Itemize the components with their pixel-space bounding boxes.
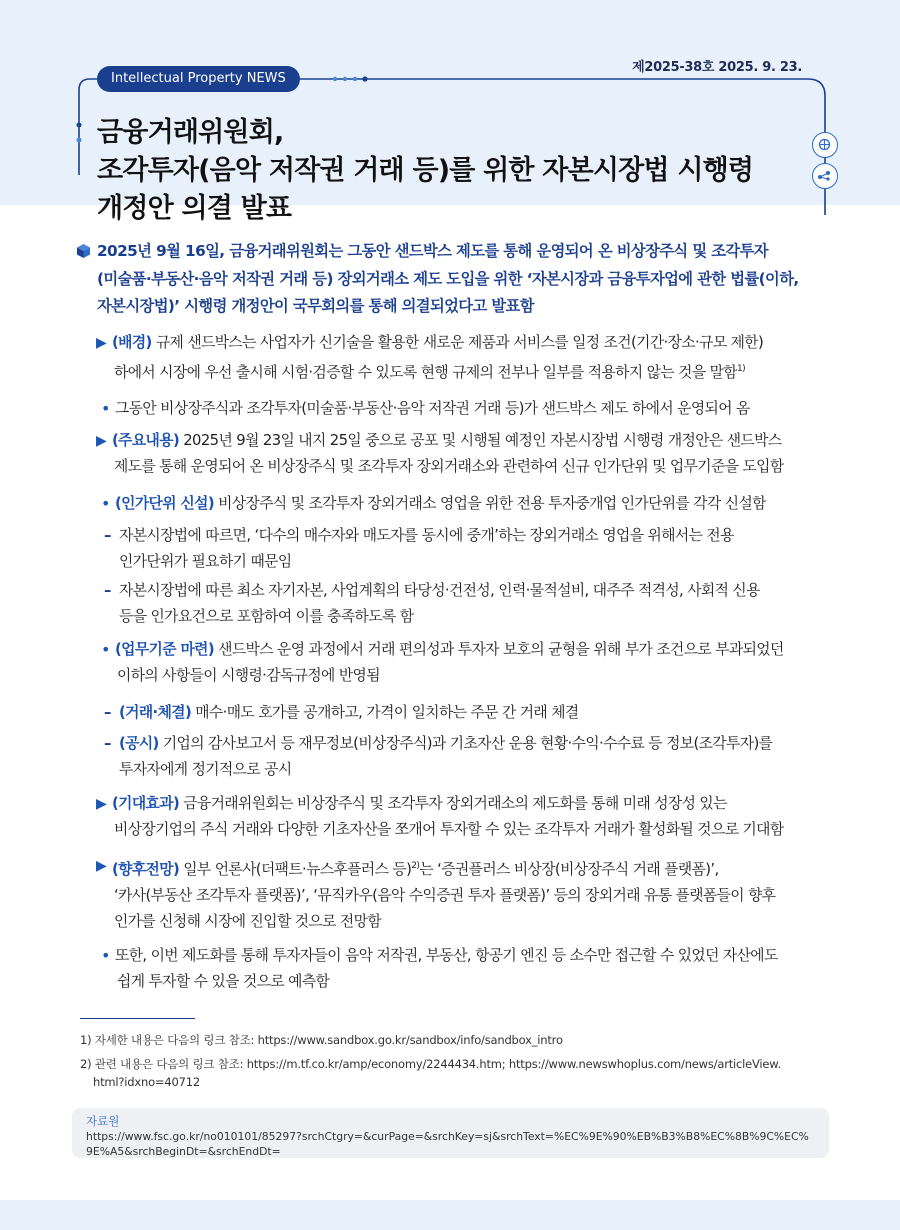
main-line-2: 제도를 통해 운영되어 온 비상장주식 및 조각투자 장외거래소와 관련하여 신규 인가단위 및 업무기준을 도입함 (114, 458, 784, 475)
bullet-main-content (96, 428, 836, 480)
unit-line-1: 비상장주식 및 조각투자 장외거래소 영업을 위한 전용 투자중개업 인가단위를 각각 신설함 (218, 495, 766, 512)
footnote-divider (80, 1018, 195, 1019)
outlook-sub-line-1: 또한, 이번 제도화를 통해 투자자들이 음악 저작권, 부동산, 항공기 엔진 등 소수만 접근할 수 있었던 자산에도 (115, 947, 778, 964)
bullet-license-unit (101, 491, 841, 517)
label-expected-effect: (기대효과) (112, 795, 180, 812)
cube-icon (77, 244, 90, 258)
label-background: (배경) (112, 334, 152, 351)
bullet-background-sub (101, 396, 841, 422)
dash-trading (104, 700, 824, 726)
title-line-3: 개정안 의결 발표 (97, 193, 292, 224)
label-disclosure: (공시) (119, 735, 159, 752)
newsletter-badge: Intellectual Property NEWS (97, 66, 300, 92)
source-box (72, 1108, 829, 1158)
footnote-1: 1) 자세한 내용은 다음의 링크 참조: https://www.sandbox.go.kr/sandbox/info/sandbox_intro (80, 1033, 563, 1047)
outlook-sub-line-2: 쉽게 투자할 수 있을 것으로 예측함 (117, 973, 330, 990)
source-label: 자료원 (86, 1114, 120, 1128)
unit-d2-line-2: 등을 인가요건으로 포함하여 이를 충족하도록 함 (119, 608, 414, 625)
dash-license-reason (104, 523, 824, 575)
source-url[interactable]: https://www.fsc.go.kr/no010101/85297?srchCtgry=&curPage=&srchKey=sj&srchText=%EC%9E%90%EB%B3%B8%EC%8B%9C%EC%9E%A5&srchBeginDt=&srchEndDt= (86, 1130, 809, 1158)
std-line-1: 샌드박스 운영 과정에서 거래 편의성과 투자자 보호의 균형을 위해 부가 조건으로 부과되었던 (218, 641, 784, 658)
label-trading: (거래·체결) (119, 704, 192, 721)
outlook-line-2: ‘카사(부동산 조각투자 플랫폼)’, ‘뮤직카우(음악 수익증권 투자 플랫폼)’ 등의 장외거래 유통 플랫폼들이 향후 (114, 886, 776, 904)
label-main-content: (주요내용) (112, 432, 180, 449)
unit-d1-line-2: 인가단위가 필요하기 때문임 (119, 553, 292, 570)
dot-bullet-icon: • (101, 640, 110, 659)
footnote-2-line-1: 2) 관련 내용은 다음의 링크 참조: https://m.tf.co.kr/amp/economy/2244434.htm; https://www.newswhoplus.com/news/articleView. (80, 1057, 781, 1071)
lead-summary (97, 238, 837, 321)
bullet-expected-effect (96, 791, 836, 843)
label-business-standards: (업무기준 마련) (115, 641, 215, 658)
issue-number: 제2025-38호 2025. 9. 23. (632, 60, 802, 75)
dot-bullet-icon: • (101, 399, 110, 418)
bg-sub-line-1: 그동안 비상장주식과 조각투자(미술품·부동산·음악 저작권 거래 등)가 샌드박스 제도 하에서 운영되어 옴 (115, 400, 750, 417)
lead-line-1: 2025년 9월 16일, 금융거래위원회는 그동안 샌드박스 제도를 통해 운영되어 온 비상장주식 및 조각투자 (97, 242, 768, 260)
triangle-bullet-icon: ▶ (96, 335, 107, 351)
dot-bullet-icon: • (101, 494, 110, 513)
dash-bullet-icon: – (104, 735, 111, 752)
unit-d1-line-1: 자본시장법에 따르면, ‘다수의 매수자와 매도자를 동시에 중개’하는 장외거래소 영업을 위해서는 전용 (119, 527, 734, 544)
triangle-bullet-icon: ▶ (96, 858, 107, 874)
label-license-unit: (인가단위 신설) (115, 495, 215, 512)
bullet-business-standards (101, 637, 841, 689)
label-outlook: (향후전망) (112, 860, 180, 878)
effect-line-2: 비상장기업의 주식 거래와 다양한 기초자산을 쪼개어 투자할 수 있는 조각투자 거래가 활성화될 것으로 기대함 (114, 821, 784, 838)
bullet-background (96, 330, 836, 386)
footer-background (0, 1200, 900, 1230)
std-d2-line-2: 투자자에게 정기적으로 공시 (119, 761, 292, 778)
article-title (97, 114, 817, 228)
outlook-line-3: 인가를 신청해 시장에 진입할 것으로 전망함 (114, 912, 382, 930)
triangle-bullet-icon: ▶ (96, 796, 107, 812)
bullet-outlook-sub (101, 943, 841, 995)
outlook-line-1b: 는 ‘증권플러스 비상장(비상장주식 거래 플랫폼)’, (419, 860, 719, 878)
std-d1-line-1: 매수·매도 호가를 공개하고, 가격이 일치하는 주문 간 거래 체결 (195, 704, 579, 721)
title-line-1: 금융거래위원회, (97, 117, 284, 148)
std-d2-line-1: 기업의 감사보고서 등 재무정보(비상장주식)과 기초자산 운용 현황·수익·수수료 등 정보(조각투자)를 (162, 735, 773, 752)
effect-line-1: 금융거래위원회는 비상장주식 및 조각투자 장외거래소의 제도화를 통해 미래 성장성 있는 (183, 795, 727, 812)
lead-line-3: 자본시장법)’ 시행령 개정안이 국무회의를 통해 의결되었다고 발표함 (97, 297, 534, 315)
outlook-line-1a: 일부 언론사(더팩트·뉴스후플러스 등) (183, 860, 412, 878)
std-line-2: 이하의 사항들이 시행령·감독규정에 반영됨 (117, 667, 380, 684)
footnote-ref-1: 1) (737, 364, 746, 374)
lead-line-2: (미술품·부동산·음악 저작권 거래 등) 장외거래소 제도 도입을 위한 ‘자본시장과 금융투자업에 관한 법률(이하, (97, 269, 799, 288)
dash-bullet-icon: – (104, 704, 111, 721)
bg-line-2: 하에서 시장에 우선 출시해 시험·검증할 수 있도록 현행 규제의 전부나 일부를 적용하지 않는 것을 말함 (114, 363, 738, 381)
dash-bullet-icon: – (104, 527, 111, 544)
title-line-2: 조각투자(음악 저작권 거래 등)를 위한 자본시장법 시행령 (97, 155, 754, 186)
dash-disclosure (104, 731, 824, 783)
bg-line-1: 규제 샌드박스는 사업자가 신기술을 활용한 새로운 제품과 서비스를 일정 조건(기간·장소·규모 제한) (155, 334, 764, 351)
dash-bullet-icon: – (104, 582, 111, 599)
main-line-1: 2025년 9월 23일 내지 25일 중으로 공포 및 시행될 예정인 자본시장법 시행령 개정안은 샌드박스 (183, 432, 782, 449)
bullet-outlook (96, 853, 836, 935)
triangle-bullet-icon: ▶ (96, 433, 107, 449)
footnote-2-line-2: html?idxno=40712 (93, 1075, 200, 1089)
dot-bullet-icon: • (101, 946, 110, 965)
unit-d2-line-1: 자본시장법에 따른 최소 자기자본, 사업계획의 타당성·건전성, 인력·물적설비, 대주주 적격성, 사회적 신용 (119, 582, 760, 599)
footnote-ref-2: 2) (411, 861, 420, 871)
dash-license-requirements (104, 578, 824, 630)
